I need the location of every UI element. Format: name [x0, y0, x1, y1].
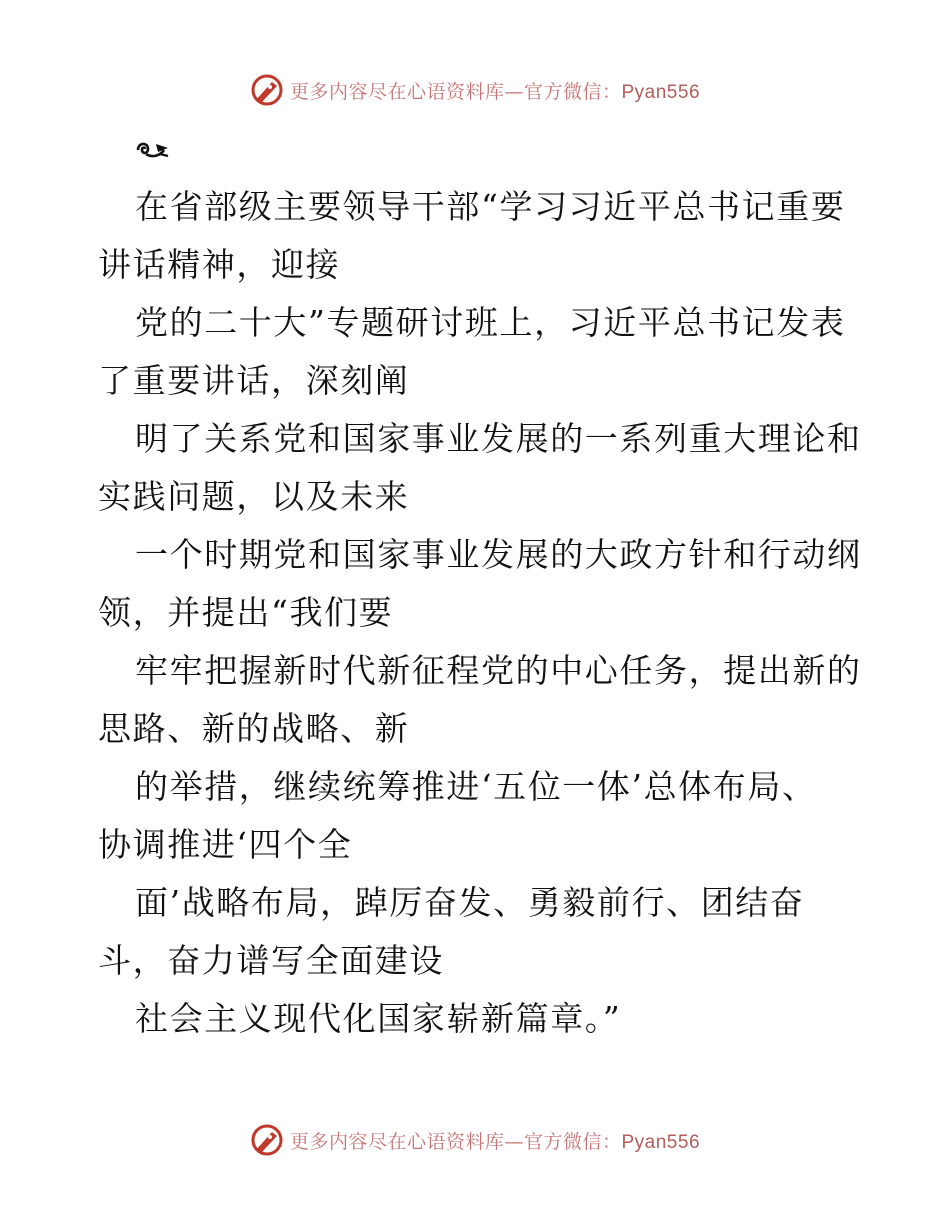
text-line: 协调推进‘四个全: [98, 825, 353, 864]
text-line: 在省部级主要领导干部“学习习近平总书记重要: [135, 187, 846, 226]
pen-nib-circle-icon: [250, 73, 284, 107]
text-line: 的举措，继续统筹推进‘五位一体’总体布局、: [135, 767, 817, 806]
text-line: 实践问题，以及未来: [98, 477, 410, 516]
footer-banner-text: 更多内容尽在心语资料库—官方微信：Pyan556: [289, 1130, 701, 1153]
text-line: 领，并提出“我们要: [98, 593, 394, 632]
text-line: 明了关系党和国家事业发展的一系列重大理论和: [135, 419, 862, 458]
text-line: 党的二十大”专题研讨班上，习近平总书记发表: [135, 303, 846, 342]
header-banner-text: 更多内容尽在心语资料库—官方微信：Pyan556: [289, 80, 701, 103]
footer-watermark-banner: [0, 1120, 950, 1160]
text-line: 牢牢把握新时代新征程党的中心任务，提出新的: [135, 651, 862, 690]
text-line: 一个时期党和国家事业发展的大政方针和行动纲: [135, 535, 862, 574]
text-line: 思路、新的战略、新: [98, 709, 410, 748]
swirl-ornament-icon: [134, 136, 172, 162]
text-line: 斗，奋力谱写全面建设: [98, 941, 444, 980]
footer-wechat-id: Pyan556: [621, 1131, 701, 1153]
text-line: 面’战略布局，踔厉奋发、勇毅前行、团结奋: [135, 883, 805, 922]
document-body: [98, 178, 862, 1048]
text-line: 社会主义现代化国家崭新篇章。”: [135, 999, 622, 1038]
header-wechat-id: Pyan556: [621, 81, 701, 103]
text-line: 讲话精神，迎接: [98, 245, 341, 284]
text-line: 了重要讲话，深刻阐: [98, 361, 410, 400]
header-watermark-banner: [0, 70, 950, 110]
pen-nib-circle-icon: [250, 1123, 284, 1157]
